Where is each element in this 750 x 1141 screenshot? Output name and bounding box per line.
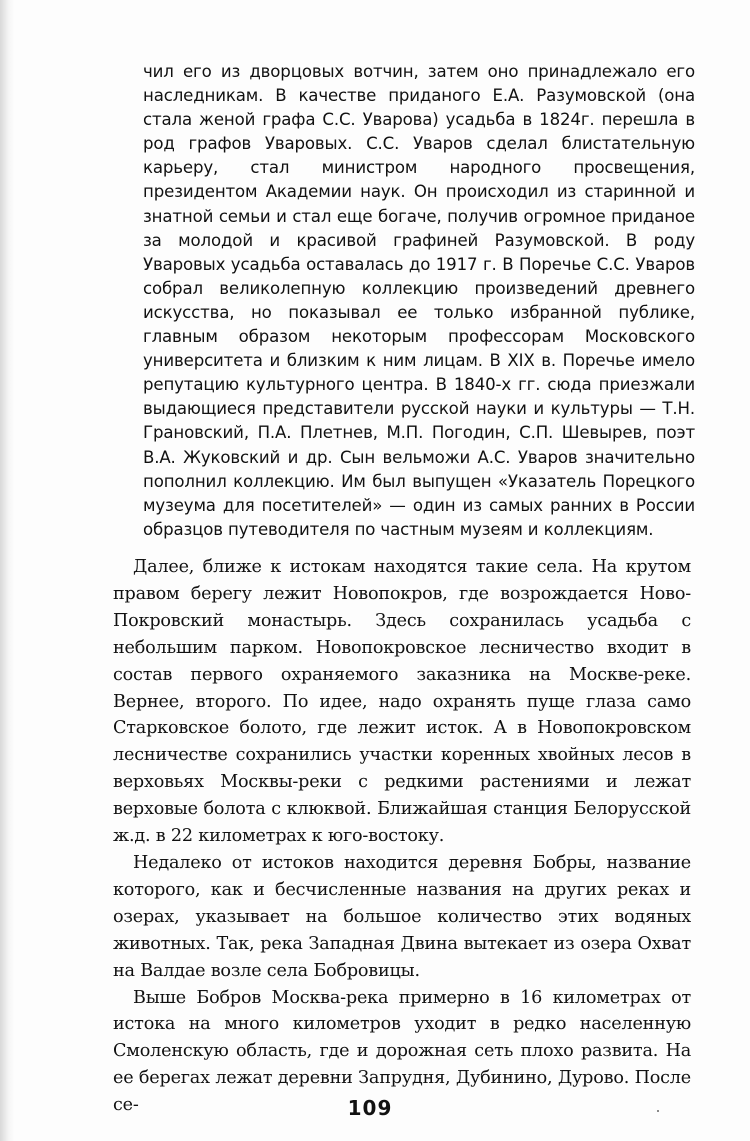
body-paragraph-3: Выше Бобров Москва-река примерно в 16 километрах от истока на много километров уходит в редко населенную Смоленскую область, где и дорожная сеть плохо развита. На ее берегах лежат деревни Запрудня, Дубинино, Дурово. После се- — [113, 987, 691, 1116]
page-number: 109 — [347, 1096, 393, 1120]
inset-text-block — [143, 60, 695, 542]
body-paragraph-1: Далее, ближе к истокам находятся такие села. На крутом правом берегу лежит Новопокров, где возрождается Ново-Покровский монастырь. Здесь сохранилась усадьба с небольшим парком. Новопокровское лесничество входит в состав первого охраняемого заказника на Москве-реке. Вернее, второго. По идее, надо охранять пуще глаза само Старковское болото, где лежит исток. А в Новопокровском лесничестве сохранились участки коренных хвойных лесов в верховьях Москвы-реки с редкими растениями и лежат верховые болота с клюквой. Ближайшая станция Белорусской ж.д. в 22 километрах к юго-востоку. — [113, 557, 691, 847]
body-paragraph-2: Недалеко от истоков находится деревня Бобры, название которого, как и бесчисленные названия на других реках и озерах, указывает на большое количество этих водяных животных. Так, река Западная Двина вытекает из озера Охват на Валдае возле села Бобровицы. — [113, 852, 691, 981]
scan-speck — [657, 1110, 659, 1112]
main-text-block — [113, 554, 691, 1119]
scan-shadow-edge — [0, 0, 14, 1141]
inset-paragraph: чил его из дворцовых вотчин, затем оно принадлежало его наследникам. В качестве приданого Е.А. Разумовской (она стала женой графа С.С. Уварова) усадьба в 1824г. перешла в род графов Уваровых. С.С. Уваров сделал блистательную карьеру, стал министром народного просвещения, президентом Академии наук. Он происходил из старинной и знатной семьи и стал еще богаче, получив огромное приданое за молодой и красивой графиней Разумовской. В роду Уваровых усадьба оставалась до 1917 г. В Поречье С.С. Уваров собрал великолепную коллекцию произведений древнего искусства, но показывал ее только избранной публике, главным образом некоторым профессорам Московского университета и близким к ним лицам. В XIX в. Поречье имело репутацию культурного центра. В 1840-х гг. сюда приезжали выдающиеся представители русской науки и культуры — Т.Н. Грановский, П.А. Плетнев, М.П. Погодин, С.П. Шевырев, поэт В.А. Жуковский и др. Сын вельможи А.С. Уваров значительно пополнил коллекцию. Им был выпущен «Указатель Порецкого музеума для посетителей» — один из самых ранних в России образцов путеводителя по частным музеям и коллекциям. — [143, 62, 695, 539]
